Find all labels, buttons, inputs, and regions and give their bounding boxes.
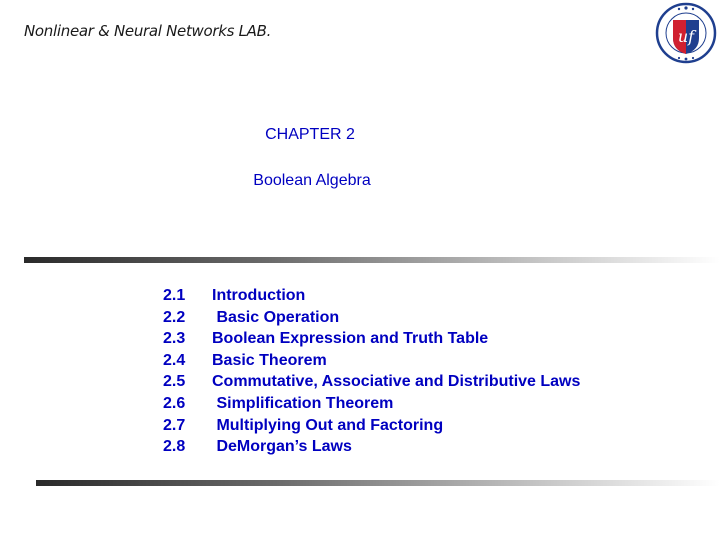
- top-divider: [24, 257, 720, 263]
- toc-item-label: Basic Theorem: [212, 351, 327, 369]
- lab-name: Nonlinear & Neural Networks LAB.: [24, 22, 272, 40]
- toc-item: [0, 415, 720, 437]
- toc-item: [0, 350, 720, 372]
- toc-item: [0, 371, 720, 393]
- toc-item-number: 2.3: [163, 330, 186, 348]
- toc-item-number: 2.1: [163, 287, 186, 304]
- toc-item-label: Boolean Expression and Truth Table: [212, 330, 489, 348]
- toc-item: [0, 307, 720, 329]
- university-logo: [655, 2, 717, 64]
- svg-text:uf: uf: [677, 27, 695, 46]
- toc-item-label: Commutative, Associative and Distributive Laws: [212, 373, 581, 391]
- toc-item-label: DeMorgan’s Laws: [212, 438, 352, 456]
- toc-item-label: Simplification Theorem: [212, 394, 394, 412]
- toc-item-number: 2.5: [163, 373, 186, 391]
- toc-item-number: 2.2: [163, 308, 186, 326]
- toc-item-number: 2.4: [163, 351, 186, 369]
- chapter-subtitle: Boolean Algebra: [253, 172, 371, 189]
- toc-item-label: Multiplying Out and Factoring: [212, 416, 444, 434]
- toc-item: [0, 436, 720, 458]
- table-of-contents: [0, 285, 720, 458]
- toc-item-number: 2.8: [163, 438, 186, 456]
- toc-item: [0, 393, 720, 415]
- toc-item-label: Basic Operation: [212, 308, 340, 326]
- toc-item: [0, 328, 720, 350]
- toc-item: [0, 285, 720, 307]
- toc-item-number: 2.6: [163, 394, 186, 412]
- chapter-title: CHAPTER 2: [265, 126, 355, 143]
- bottom-divider: [36, 480, 720, 486]
- toc-item-number: 2.7: [163, 416, 186, 434]
- toc-item-label: Introduction: [212, 287, 306, 304]
